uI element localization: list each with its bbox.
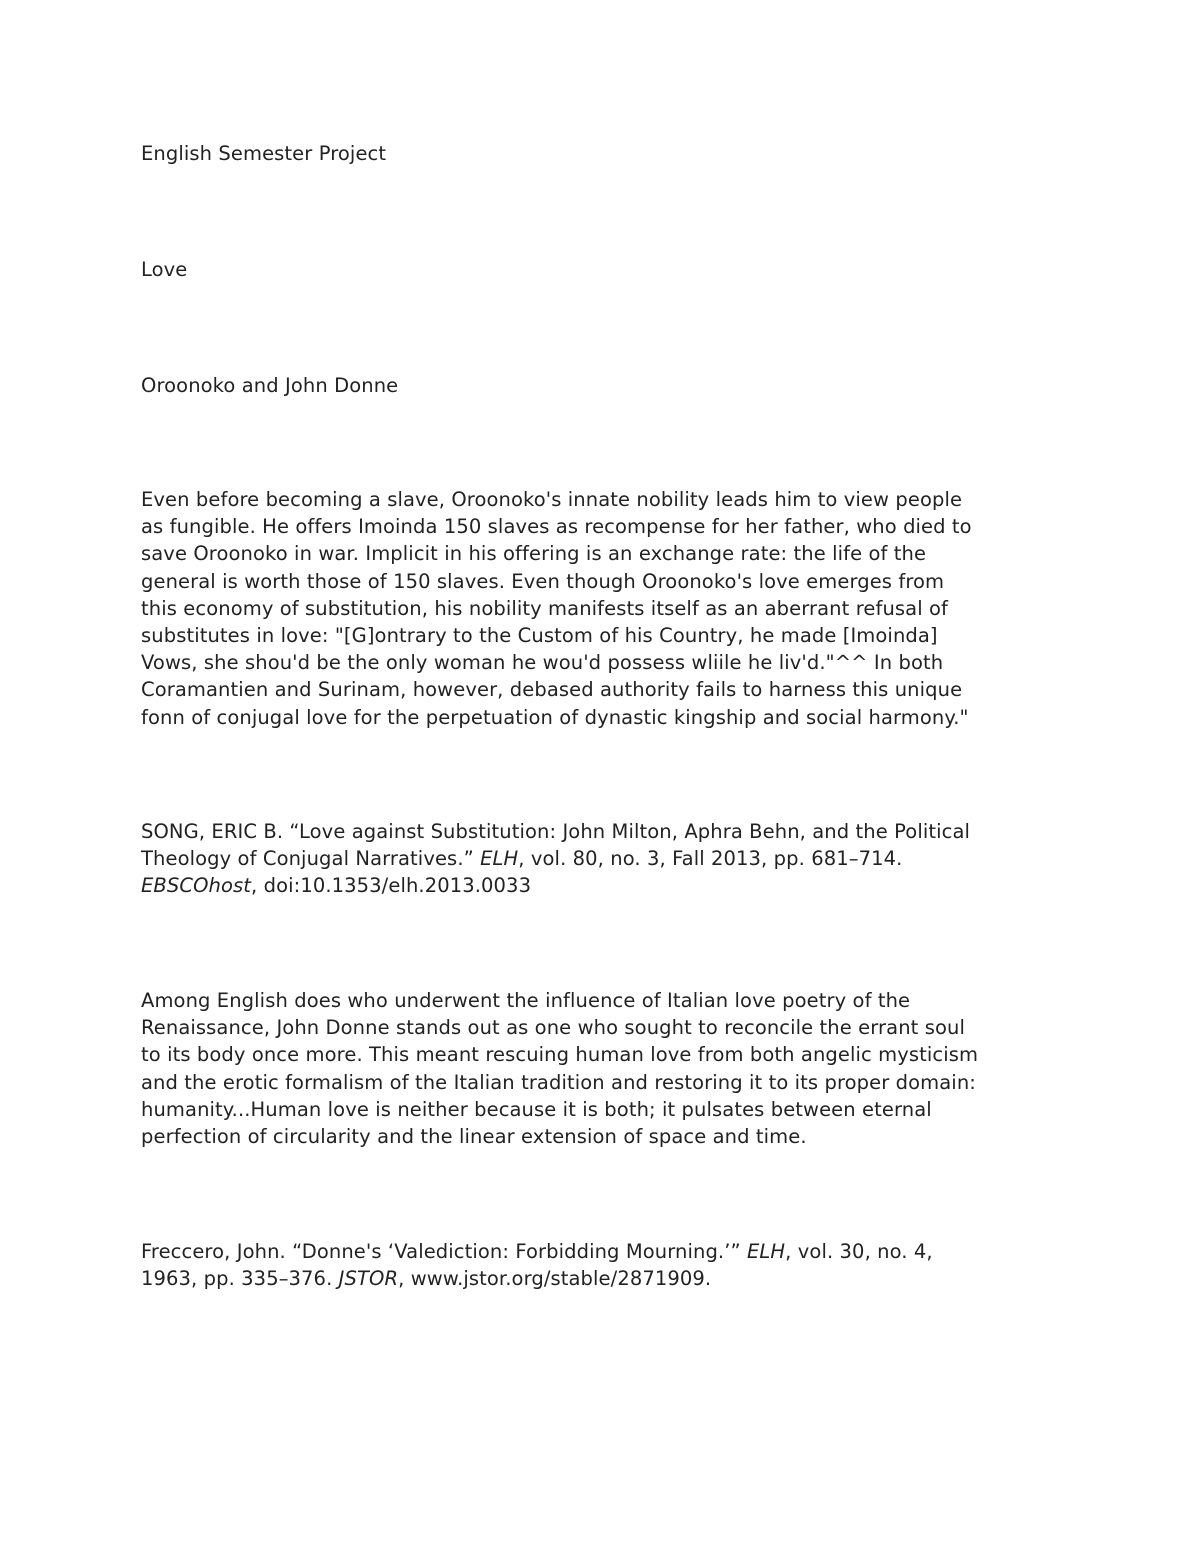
citation-text: SONG, ERIC B. “Love against Substitution: John Milton, Aphra Behn, and the Political [141, 820, 971, 843]
paragraph-line: save Oroonoko in war. Implicit in his offering is an exchange rate: the life of the [141, 542, 927, 566]
citation-database: EBSCOhost [141, 874, 252, 898]
paragraph-line: as fungible. He offers Imoinda 150 slaves as recompense for her father, who died to [141, 515, 972, 539]
citation-line [141, 872, 1071, 899]
title-text: English Semester Project [141, 142, 387, 165]
paragraph-line: fonn of conjugal love for the perpetuation of dynastic kingship and social harmony." [141, 705, 969, 729]
citation-line [141, 1265, 1071, 1292]
paragraph-line: Among English does who underwent the influence of Italian love poetry of the [141, 989, 911, 1012]
paragraph-line: to its body once more. This meant rescuing human love from both angelic mysticism [141, 1043, 979, 1067]
document-title [141, 140, 1071, 167]
citation-line [141, 845, 1071, 872]
paragraph-oroonoko [141, 486, 1071, 731]
paragraph-line: general is worth those of 150 slaves. Even though Oroonoko's love emerges from [141, 569, 945, 593]
citation-journal: ELH [747, 1240, 786, 1263]
document-subtitle [141, 372, 1071, 399]
paragraph-line: substitutes in love: "[G]ontrary to the Custom of his Country, he made [Imoinda] [141, 624, 938, 648]
citation-text: Freccero, John. “Donne's ‘Valediction: Forbidding Mourning.’” [141, 1240, 748, 1263]
document-topic [141, 256, 1071, 283]
paragraph-line: Vows, she shou'd be the only woman he wou'd possess wliile he liv'd."^^ In both [141, 651, 944, 675]
citation-freccero [141, 1238, 1071, 1292]
citation-journal: ELH [480, 847, 519, 871]
citation-text: 1963, pp. 335–376. [141, 1267, 339, 1291]
topic-text: Love [141, 258, 188, 281]
citation-text: , vol. 30, no. 4, [785, 1240, 933, 1263]
citation-text: Theology of Conjugal Narratives.” [141, 847, 481, 871]
citation-doi: , doi:10.1353/elh.2013.0033 [251, 874, 532, 898]
paragraph-line: and the erotic formalism of the Italian tradition and restoring it to its proper domain: [141, 1070, 976, 1094]
paragraph-line: Coramantien and Surinam, however, debased authority fails to harness this unique [141, 678, 963, 702]
subtitle-text: Oroonoko and John Donne [141, 374, 399, 397]
paragraph-line: humanity...Human love is neither because it is both; it pulsates between eternal [141, 1097, 932, 1121]
paragraph-donne [141, 987, 1071, 1150]
citation-line [141, 1238, 1071, 1265]
paragraph-line: perfection of circularity and the linear extension of space and time. [141, 1125, 807, 1149]
citation-song [141, 818, 1071, 900]
paragraph-line: this economy of substitution, his nobility manifests itself as an aberrant refusal of [141, 596, 949, 620]
paragraph-line: Even before becoming a slave, Oroonoko's innate nobility leads him to view people [141, 488, 963, 511]
citation-line [141, 818, 1071, 845]
paragraph-line: Renaissance, John Donne stands out as one who sought to reconcile the errant soul [141, 1016, 965, 1040]
citation-url: , www.jstor.org/stable/2871909. [398, 1267, 712, 1291]
citation-database: JSTOR [338, 1267, 399, 1291]
citation-text: , vol. 80, no. 3, Fall 2013, pp. 681–714. [518, 847, 903, 871]
